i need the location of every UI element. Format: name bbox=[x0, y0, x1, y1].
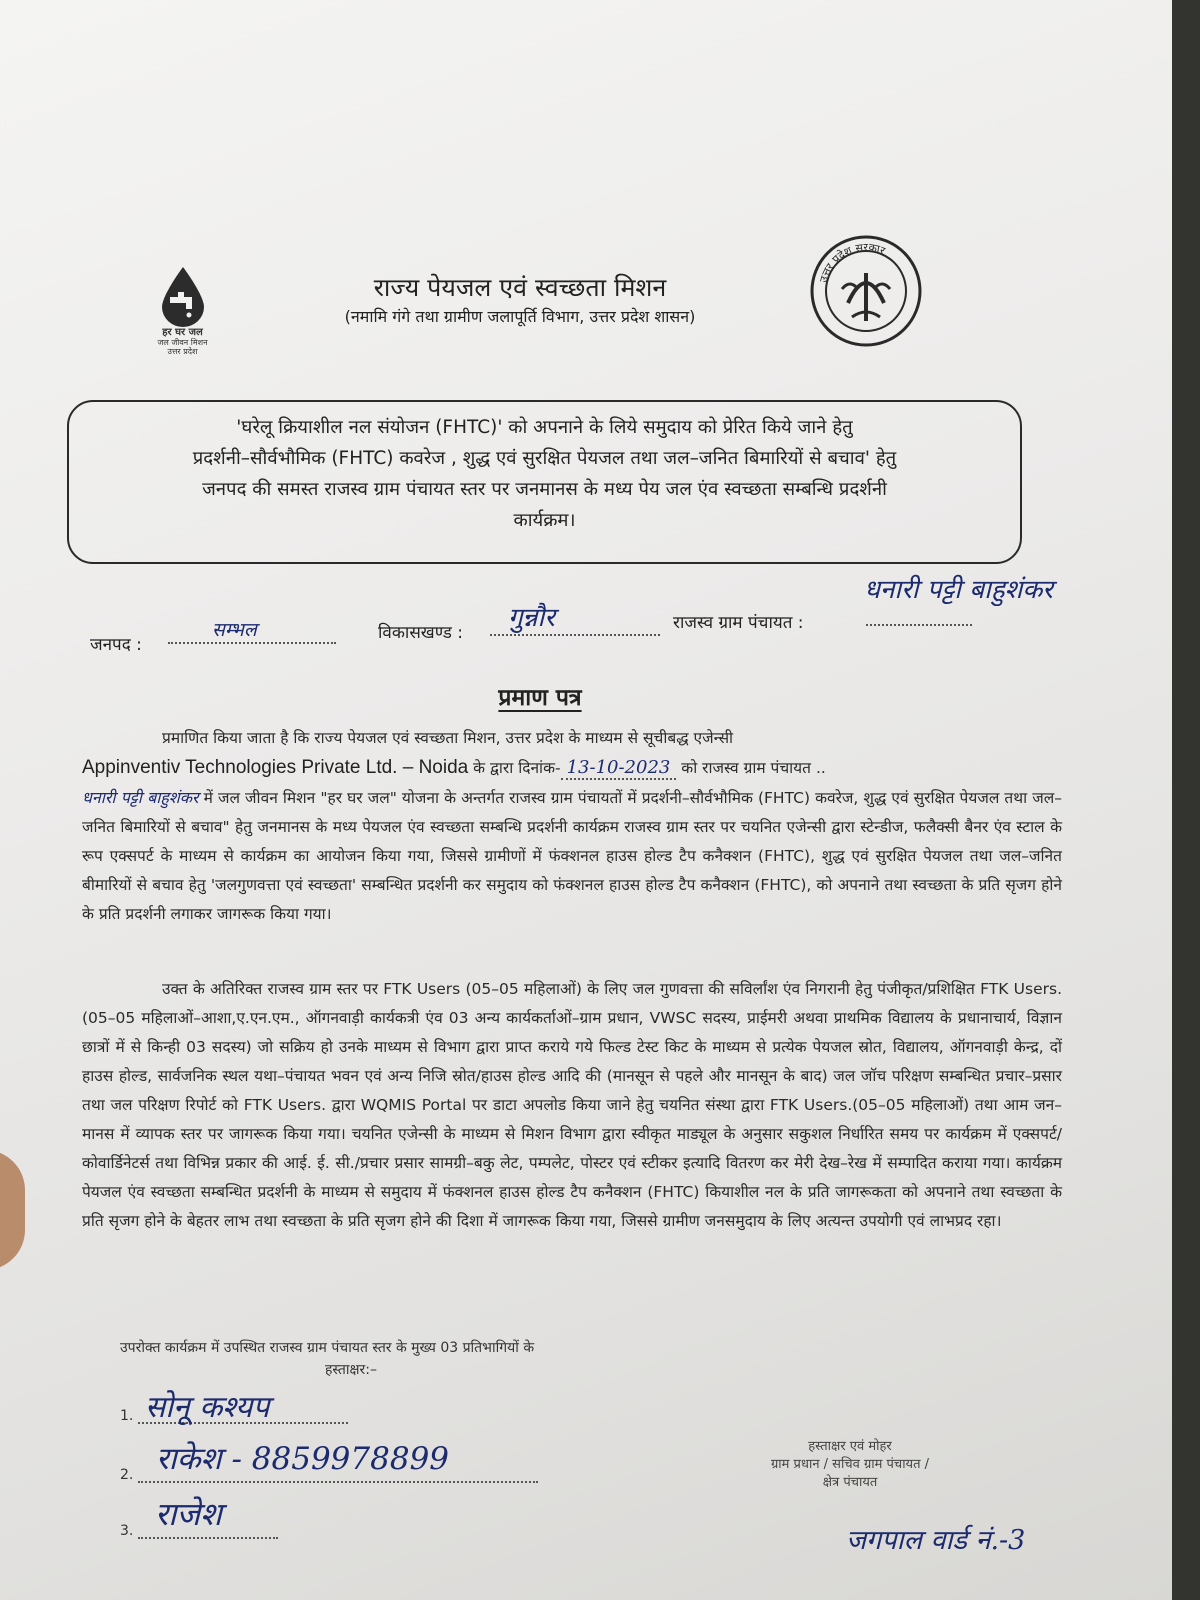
authority-label-signature-seal: हस्ताक्षर एवं मोहर bbox=[808, 1439, 892, 1454]
signature-number-3: 3. bbox=[120, 1523, 134, 1539]
signature-number-1: 1. bbox=[120, 1408, 134, 1424]
logo-text-har-ghar-jal: हर घर जल bbox=[162, 327, 203, 338]
authority-handwritten-signature: जगपाल वार्ड नं.-3 bbox=[846, 1525, 1026, 1556]
vikaskhand-label: विकासखण्ड : bbox=[378, 623, 464, 643]
vikaskhand-value: गुन्नौर bbox=[508, 603, 555, 633]
signature-line-2 bbox=[138, 1479, 538, 1483]
para2-body: उक्त के अतिरिक्त राजस्व ग्राम स्तर पर FTK Users (05–05 महिलाओं) के लिए जल गुणवत्ता की सविर्लांश एंव निगरानी हेतु पंजीकृत/प्रशिक्षित FTK Users.(05–05 महिलाओं–आशा,ए.एन.एम., ऑगनवाड़ी कार्यकत्री एंव 03 अन्य कार्यकर्ताओं–ग्राम प्रधान, VWSC सदस्य, प्राईमरी अथवा प्राथमिक विद्यालय के प्रधानाचार्य, विज्ञान छात्रों में से किन्ही 03 सदस्य) जो सक्रिय हो उनके माध्यम से विभाग द्वारा प्राप्त कराये गये फिल्ड टेस्ट किट के माध्यम से प्रत्येक पेयजल स्रोत, विद्यालय, ऑगनवाड़ी केन्द्र, दों हाउस होल्ड, सार्वजनिक स्थल यथा–पंचायत भवन एवं अन्य निजि स्रोत/हाउस होल्ड आदि की (मानसून से पहले और मानसून के बाद) जल जॉच परिक्षण सम्बन्धित प्रचार–प्रसार तथा जल परिक्षण रिपोर्ट को FTK Users. द्वारा WQMIS Portal पर डाटा अपलोड किया जाने हेतु चयनित संस्था द्वारा FTK Users.(05–05 महिलाओं) तथा आम जन–मानस में व्यापक स्तर पर जागरूक किया गया। चयनित एजेन्सी के माध्यम से मिशन विभाग द्वारा स्वीकृत माड्यूल के अनुसार सकुशल निर्धारित समय पर कार्यक्रम में एक्सपर्ट/कोवार्डिनेटर्स तथा विभिन्न प्रकार की आई. ई. सी./प्रचार प्रसार सामग्री–बकु लेट, पम्पलेट, पोस्टर एवं स्टीकर इत्यादि वितरण कर मेरी देख–रेख में सम्पादित कराया गया। कार्यक्रम पेयजल एंव स्वच्छता सम्बन्धित प्रदर्शनी के माध्यम से समुदाय में फंक्शनल हाउस होल्ड टैप कनैक्शन (FHTC) कियाशील नल के प्रति जागरूकता को अपनाने तथा स्वच्छता के प्रति सृजग होने के बेहतर लाभ तथा स्वच्छता के प्रति सृजग होने की दिशा में जागरूक किया गया, जिससे ग्रामीण जनसमुदाय के लिए अत्यन्त उपयोगी एवं लाभप्रद रहा। bbox=[82, 980, 1062, 1230]
participant-signature-3: राजेश bbox=[155, 1495, 222, 1533]
thumb bbox=[0, 1150, 25, 1270]
certificate-title: प्रमाण पत्र bbox=[498, 685, 582, 711]
logo-text-state: उत्तर प्रदेश bbox=[167, 347, 198, 356]
water-drop-tap-icon bbox=[156, 265, 210, 327]
para1-date-suffix: को राजस्व ग्राम पंचायत .. bbox=[681, 759, 826, 777]
program-title-box bbox=[67, 400, 1022, 564]
janpad-value: सम्भल bbox=[212, 619, 257, 641]
authority-label-designation: ग्राम प्रधान / सचिव ग्राम पंचायत / bbox=[770, 1457, 930, 1472]
janpad-label: जनपद : bbox=[90, 635, 142, 655]
para1-body: में जल जीवन मिशन "हर घर जल" योजना के अन्तर्गत राजस्व ग्राम पंचायतों में प्रदर्शनी–सौर्वभौमिक (FHTC) कवरेज, शुद्ध एवं सुरक्षित पेयजल तथा जल–जनित बिमारियों से बचाव" हेतु जनमानस के मध्य पेयजल एंव स्वच्छता सम्बन्धि प्रदर्शनी कार्यक्रम राजस्व ग्राम स्तर पर चयनित एजेन्सी द्वारा स्टेन्डीज, फलैक्सी बैनर एंव स्टाल के रूप एक्सपर्ट के माध्यम से कार्यक्रम का आयोजन किया गया, जिससे ग्रामीणों में फंक्शनल हाउस होल्ड टैप कनैक्शन (FHTC), शुद्ध एवं सुरक्षित पेयजल तथा जल–जनित बीमारियों से बचाव हेतु 'जलगुणवत्ता एवं स्वच्छता' सम्बन्धित प्रदर्शनी कर समुदाय को फंक्शनल हाउस होल्ड टैप कनैक्शन (FHTC), को अपनाने तथा स्वच्छता के प्रति सृजग होने के प्रति प्रदर्शनी लगाकर जागरूक किया गया। bbox=[82, 789, 1062, 923]
panchayat-handwritten: धनारी पट्टी बाहुशंकर bbox=[82, 788, 199, 807]
signature-line-3 bbox=[138, 1535, 278, 1539]
svg-text:उत्तर प्रदेश सरकार bbox=[817, 241, 887, 284]
panchayat-value: धनारी पट्टी बाहुशंकर bbox=[864, 575, 1053, 605]
page-subtitle: (नमामि गंगे तथा ग्रामीण जलापूर्ति विभाग, उत्तर प्रदेश शासन) bbox=[344, 307, 696, 326]
agency-name: Appinventiv Technologies Private Ltd. – Noida bbox=[82, 757, 469, 778]
banner-line: जनपद की समस्त राजस्व ग्राम पंचायत स्तर पर जनमानस के मध्य पेय जल एंव स्वच्छता सम्बन्धि प्रदर्शनी bbox=[202, 479, 887, 500]
page-title: राज्य पेयजल एवं स्वच्छता मिशन bbox=[373, 273, 667, 302]
authority-signature-block bbox=[720, 1438, 980, 1492]
participants-signature-label: हस्ताक्षर:– bbox=[325, 1362, 377, 1378]
program-date: 13-10-2023 bbox=[561, 757, 677, 780]
logo-text-jal-jeevan-mission: जल जीवन मिशन bbox=[157, 338, 208, 347]
panchayat-label: राजस्व ग्राम पंचायत : bbox=[673, 613, 804, 633]
participant-signature-1: सोनू कश्यप bbox=[145, 1390, 270, 1425]
jal-jeevan-mission-logo bbox=[135, 265, 230, 356]
signature-number-2: 2. bbox=[120, 1467, 134, 1483]
certificate-paragraph-2 bbox=[82, 975, 1062, 1236]
up-government-seal-icon bbox=[808, 233, 924, 349]
panchayat-field bbox=[866, 608, 972, 626]
participant-signature-2: राकेश - 8859978899 bbox=[156, 1441, 450, 1477]
para1-intro: प्रमाणित किया जाता है कि राज्य पेयजल एवं स्वच्छता मिशन, उत्तर प्रदेश के माध्यम से सूचीबद्ध एजेन्सी bbox=[162, 729, 734, 747]
seal-text: उत्तर प्रदेश सरकार bbox=[817, 240, 887, 284]
banner-line: 'घरेलू क्रियाशील नल संयोजन (FHTC)' को अपनाने के लिये समुदाय को प्रेरित किये जाने हेतु bbox=[236, 417, 853, 438]
banner-line: कार्यक्रम। bbox=[513, 510, 576, 531]
banner-line: प्रदर्शनी–सौर्वभौमिक (FHTC) कवरेज , शुद्ध एवं सुरक्षित पेयजल तथा जल–जनित बिमारियों से बचाव' हेतु bbox=[192, 448, 897, 469]
para1-date-prefix: के द्वारा दिनांक- bbox=[473, 759, 561, 777]
authority-label-area: क्षेत्र पंचायत bbox=[822, 1475, 878, 1490]
certificate-paragraph-1 bbox=[82, 724, 1062, 929]
background-edge bbox=[1172, 0, 1200, 1600]
participants-heading: उपरोक्त कार्यक्रम में उपस्थित राजस्व ग्राम पंचायत स्तर के मुख्य 03 प्रतिभागियों के bbox=[120, 1340, 535, 1356]
